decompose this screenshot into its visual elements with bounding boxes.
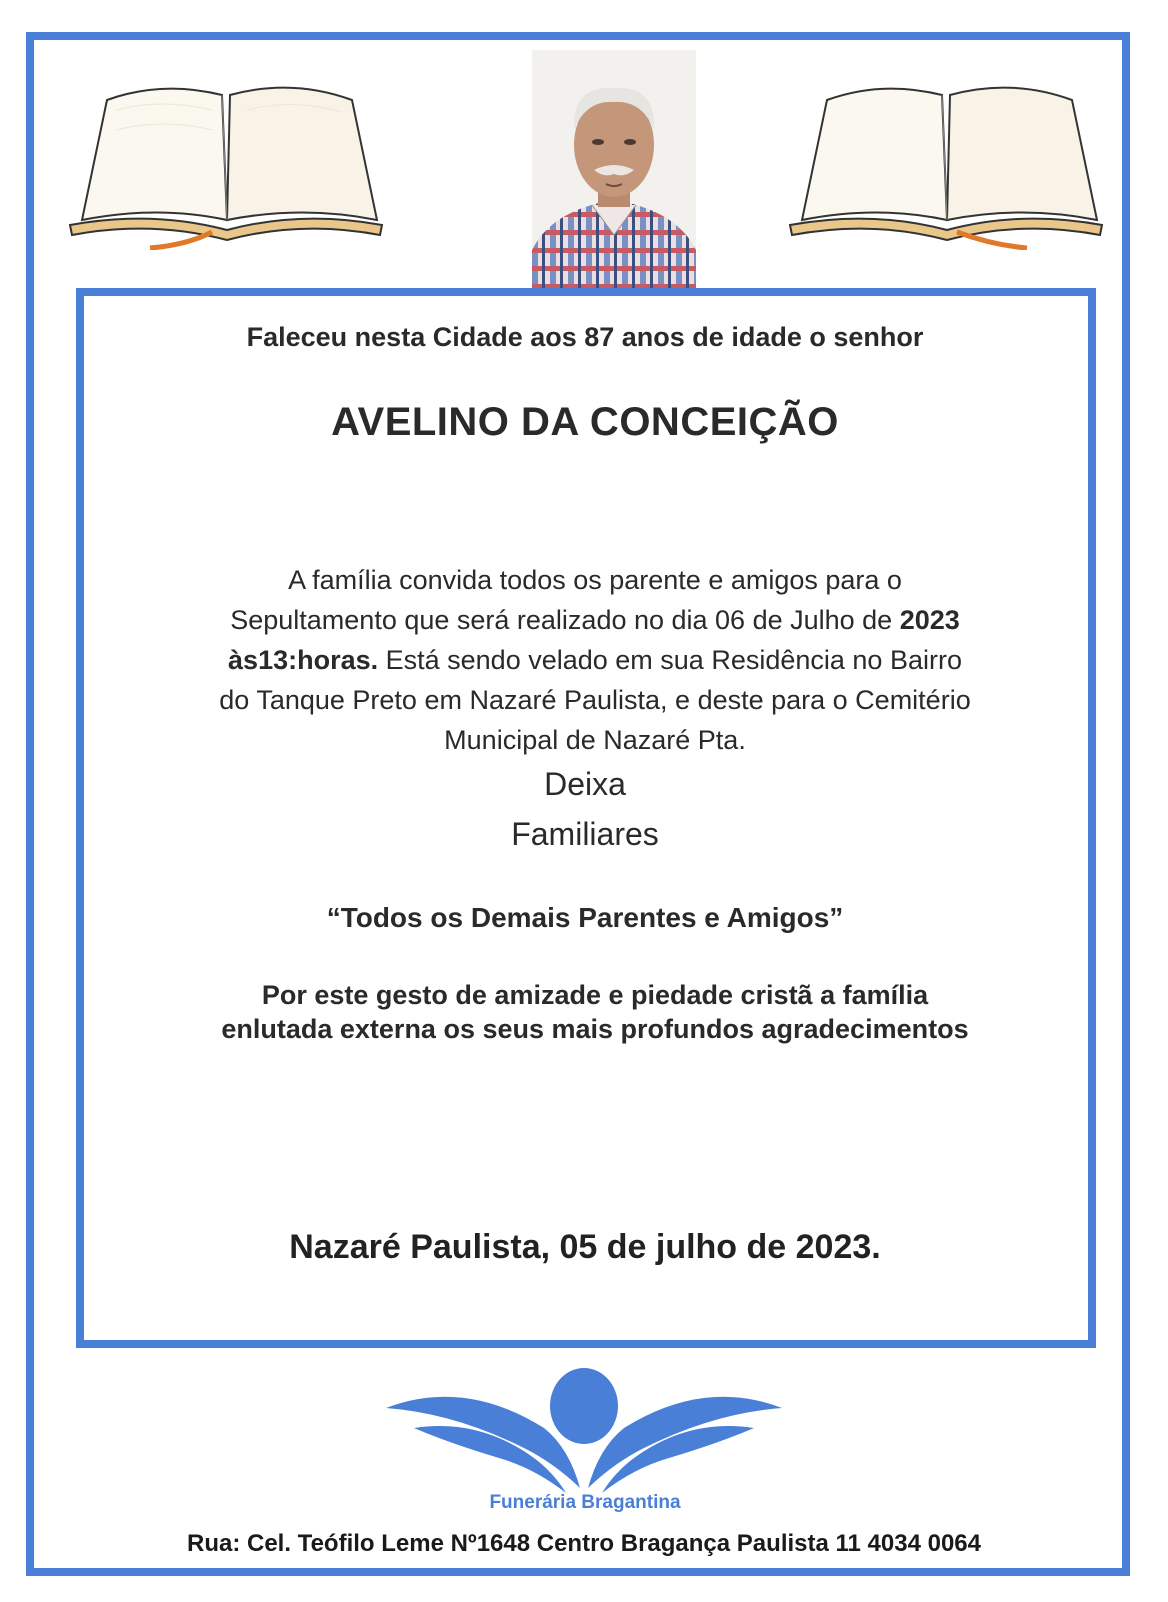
details-time: às13:horas. — [228, 645, 379, 675]
thanks-line-1: Por este gesto de amizade e piedade cristã a família — [261, 980, 929, 1010]
funeral-home-address: Rua: Cel. Teófilo Leme Nº1648 Centro Bragança Paulista 11 4034 0064 — [187, 1530, 981, 1557]
portrait-photo — [532, 50, 696, 288]
details-line-2a: Sepultamento que será realizado no dia 06 de Julho de — [230, 605, 900, 635]
notice-date: Nazaré Paulista, 05 de julho de 2023. — [289, 1228, 881, 1266]
funeral-details — [160, 560, 1030, 760]
details-line-5: Municipal de Nazaré Pta. — [444, 725, 746, 755]
details-line-4: do Tanque Preto em Nazaré Paulista, e deste para o Cemitério — [219, 685, 971, 715]
open-book-icon — [62, 70, 392, 250]
deceased-name: AVELINO DA CONCEIÇÃO — [331, 400, 839, 444]
details-line-3b: Está sendo velado em sua Residência no Bairro — [378, 645, 962, 675]
thanks-message — [150, 978, 1040, 1046]
thanks-line-2: enlutada externa os seus mais profundos agradecimentos — [221, 1014, 969, 1044]
details-line-1: A família convida todos os parente e amigos para o — [288, 565, 902, 595]
notice-intro: Faleceu nesta Cidade aos 87 anos de idade o senhor — [246, 322, 924, 352]
deixa-label: Deixa — [544, 766, 626, 802]
details-year: 2023 — [899, 605, 960, 635]
funeral-home-name: Funerária Bragantina — [489, 1492, 681, 1513]
relatives-quote: “Todos os Demais Parentes e Amigos” — [326, 902, 844, 933]
funeral-home-logo — [384, 1368, 784, 1498]
familiares-label: Familiares — [511, 816, 659, 852]
open-book-icon — [782, 70, 1112, 250]
